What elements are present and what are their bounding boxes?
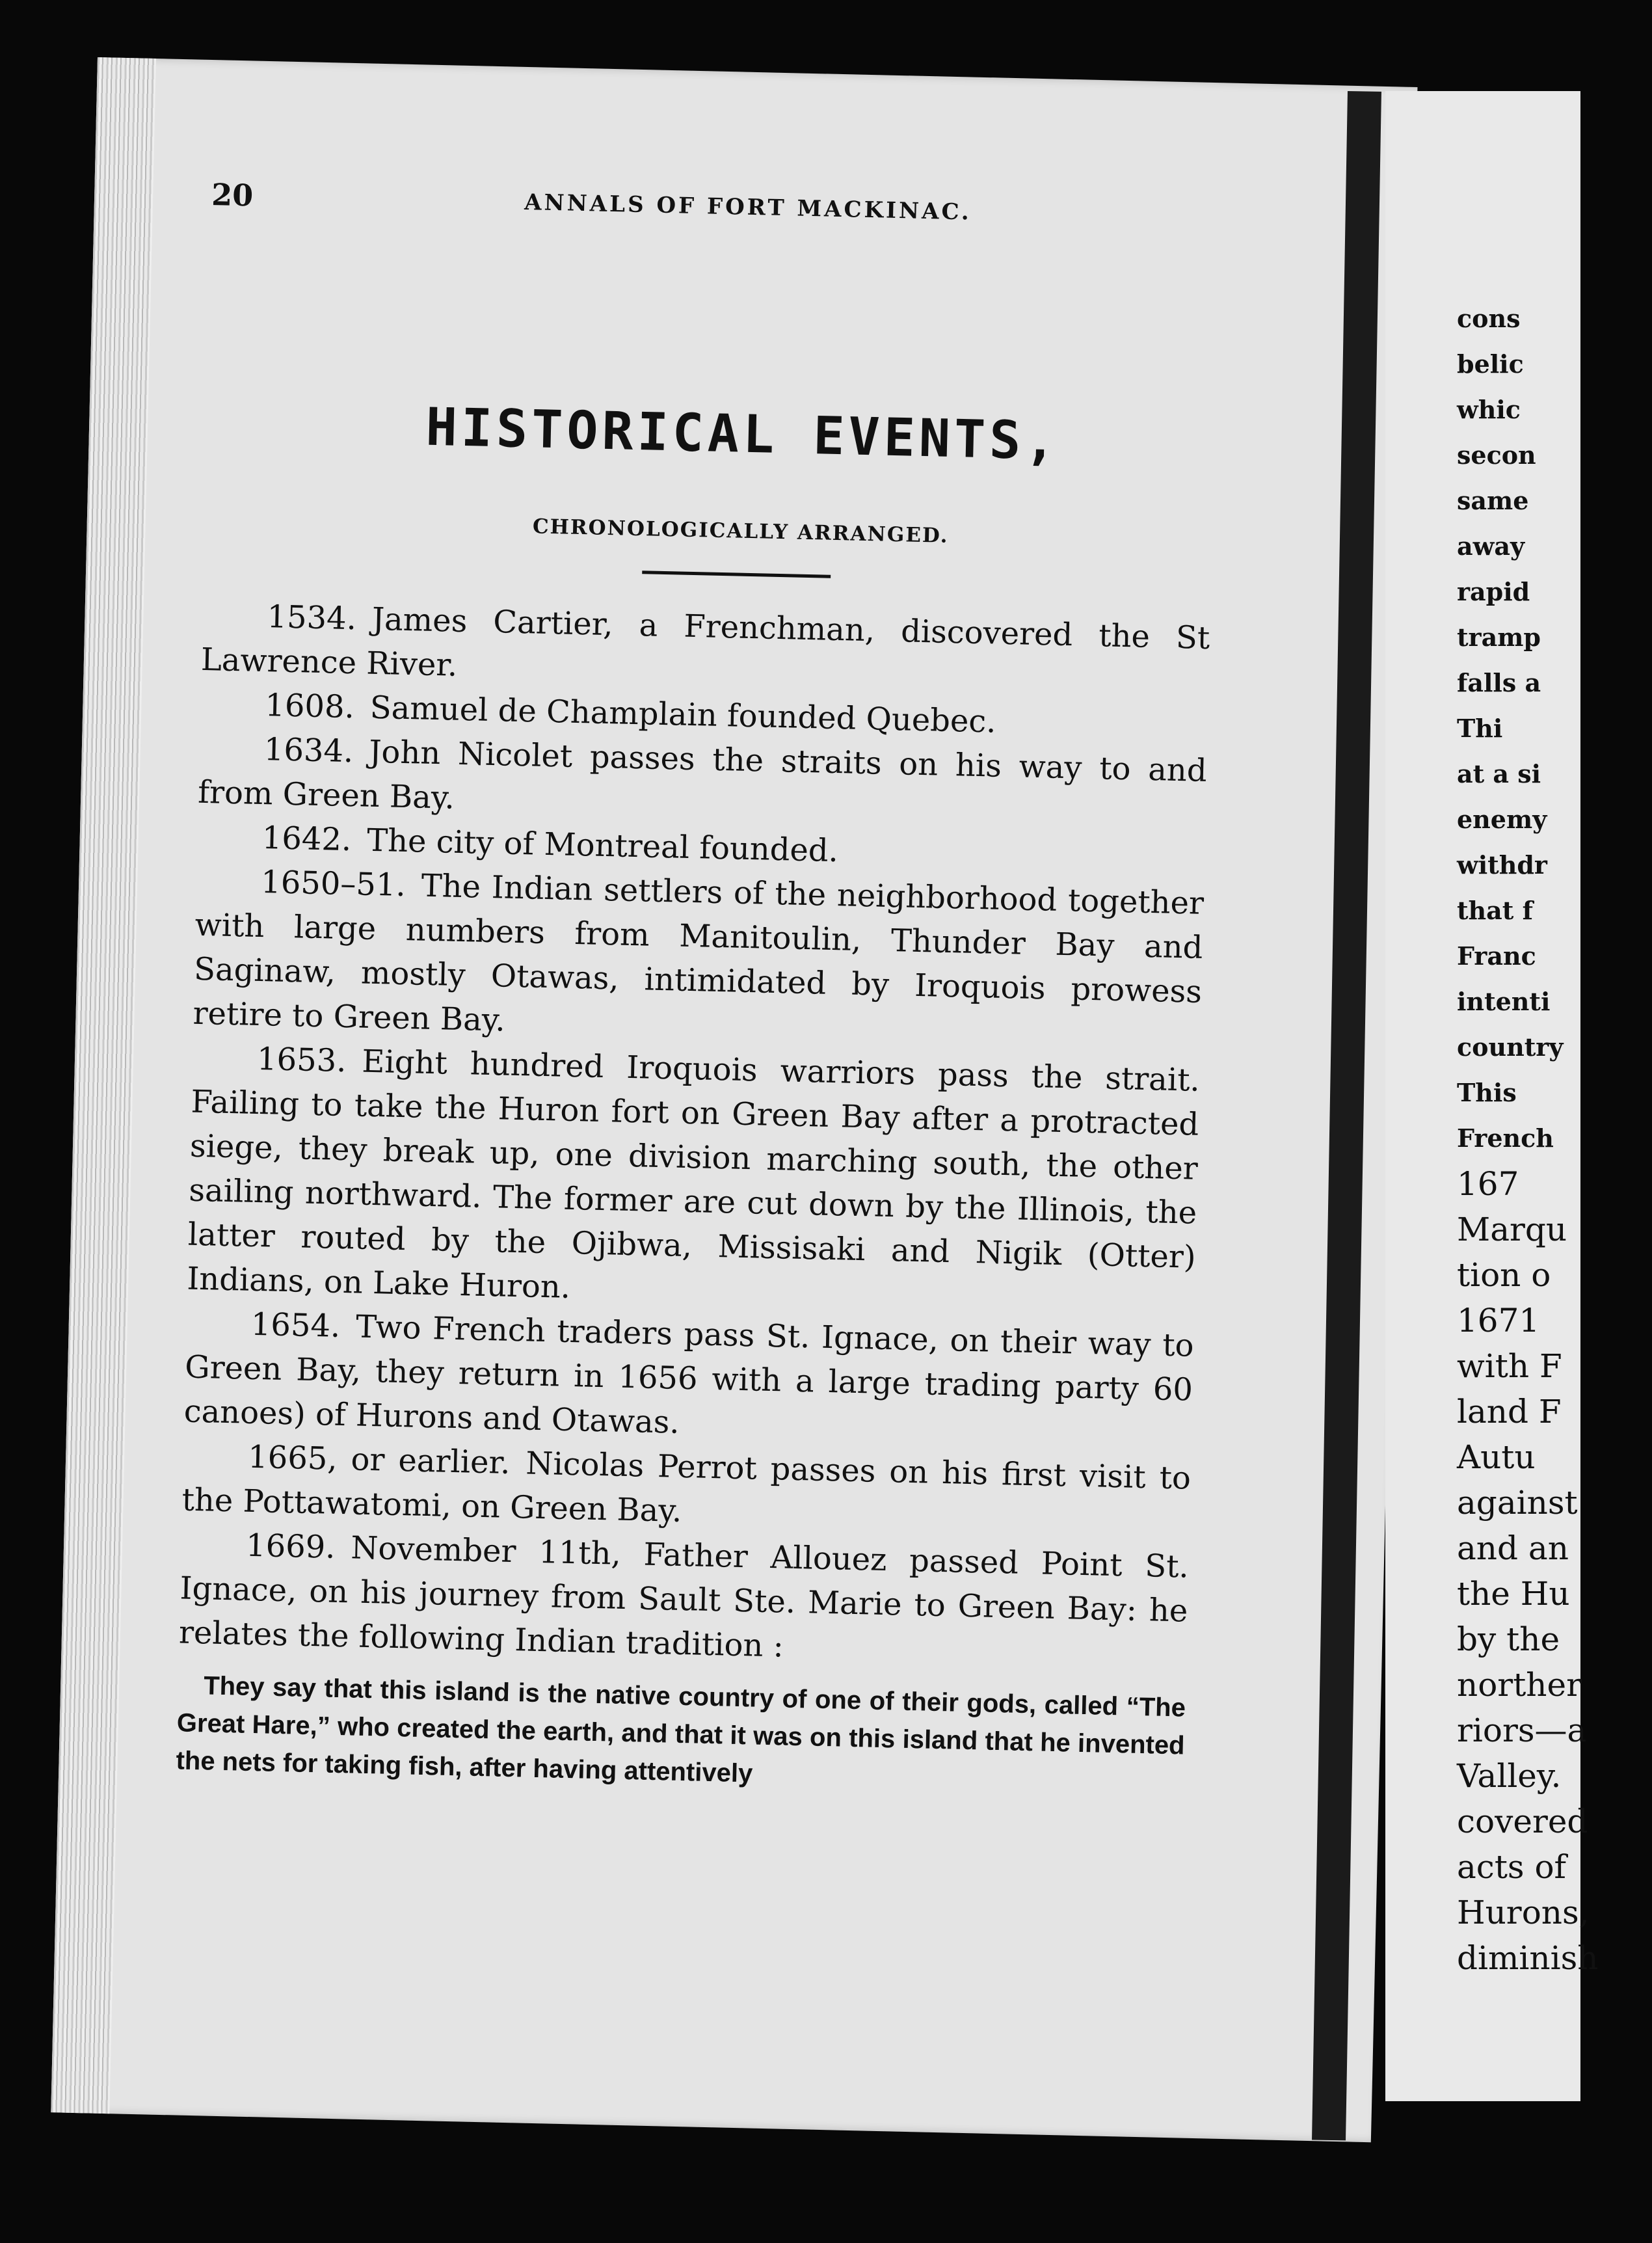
right-page-line: 1671 bbox=[1457, 1302, 1540, 1339]
event-text: Two French traders pass St. Ignace, on their way to Green Bay, they return in 1656 with a large trading party 60 canoes) of Hurons and Otawas. bbox=[183, 1308, 1195, 1441]
right-page-line: riors—a bbox=[1457, 1712, 1587, 1749]
event-text: Nicolas Perrot passes on his first visit to the Pottawatomi, on Green Bay. bbox=[181, 1445, 1192, 1529]
right-page-lines bbox=[1457, 296, 1652, 1981]
right-page-line: covered bbox=[1457, 1803, 1588, 1840]
right-page-line: against bbox=[1457, 1484, 1578, 1522]
event-year: 1653. bbox=[256, 1040, 347, 1080]
right-page-line: at a si bbox=[1457, 759, 1541, 788]
right-page-line: same bbox=[1457, 486, 1529, 515]
right-page-line: cons bbox=[1457, 304, 1521, 333]
event-text: John Nicolet passes the straits on his way to and from Green Bay. bbox=[197, 733, 1208, 816]
right-page-line: norther bbox=[1457, 1666, 1582, 1704]
title-rule bbox=[642, 571, 831, 578]
right-page-line: Valley. bbox=[1457, 1757, 1562, 1795]
event-entry bbox=[193, 859, 1205, 1058]
event-year: 1642. bbox=[261, 820, 352, 859]
event-text: The Indian settlers of the neighborhood together with large numbers from Manitoulin, Thunder Bay and Saginaw, mostly Otawas, intimidated by Iroquois prowess retire to Green Bay. bbox=[193, 867, 1205, 1039]
events-list bbox=[176, 593, 1210, 1803]
right-page-line: rapid bbox=[1457, 577, 1530, 606]
right-page-line: the Hu bbox=[1457, 1575, 1570, 1613]
right-page-line: that f bbox=[1457, 896, 1533, 925]
right-page-line: withdr bbox=[1457, 850, 1547, 880]
running-title: ANNALS OF FORT MACKINAC. bbox=[524, 189, 972, 226]
right-page-line: Franc bbox=[1457, 941, 1536, 971]
event-year: 1608. bbox=[264, 687, 355, 726]
right-page-line: tramp bbox=[1457, 623, 1541, 652]
indian-tradition-quote: They say that this island is the native country of one of their gods, called “The Great Hare,” who created the earth, and that it was on this island that he invented the nets for taking fish, after having attentively bbox=[176, 1671, 1186, 1788]
page-subtitle: CHRONOLOGICALLY ARRANGED. bbox=[532, 515, 949, 548]
right-page-line: land F bbox=[1457, 1393, 1562, 1430]
right-page-line: intenti bbox=[1457, 987, 1551, 1016]
event-text: Eight hundred Iroquois warriors pass the strait. Failing to take the Huron fort on Green Bay after a protracted siege, they break up, one division marching south, the other sailing northward. The former are cut down by the Illinois, the latter routed by the Ojibwa, Missisaki and Nigik (Otter) Indians, on Lake Huron. bbox=[186, 1043, 1201, 1306]
event-text: Samuel de Champlain founded Quebec. bbox=[369, 689, 997, 740]
event-year: 1634. bbox=[263, 731, 354, 770]
event-entry bbox=[183, 1301, 1194, 1457]
event-entry bbox=[187, 1036, 1201, 1324]
right-page-line: away bbox=[1457, 531, 1525, 561]
right-page-line: Autu bbox=[1457, 1438, 1536, 1476]
event-year: 1654. bbox=[250, 1306, 341, 1345]
event-text: November 11th, Father Allouez passed Point St. Ignace, on his journey from Sault Ste. Marie to Green Bay: he relates the following Indian tradition : bbox=[178, 1529, 1190, 1665]
event-entry bbox=[178, 1522, 1189, 1678]
event-year: 1665, or earlier. bbox=[247, 1438, 511, 1481]
right-page-line: Hurons, bbox=[1457, 1894, 1590, 1931]
right-page-line: whic bbox=[1457, 395, 1521, 424]
event-year: 1534. bbox=[266, 598, 357, 638]
page-edges bbox=[51, 57, 156, 2114]
right-page-line: tion o bbox=[1457, 1256, 1551, 1294]
right-page-line: 167 bbox=[1457, 1165, 1519, 1203]
event-text: James Cartier, a Frenchman, discovered the St Lawrence River. bbox=[200, 600, 1210, 684]
page-title: HISTORICAL EVENTS, bbox=[425, 396, 1061, 472]
right-page-line: Thi bbox=[1457, 714, 1503, 743]
right-page-line: by the bbox=[1457, 1620, 1560, 1658]
right-page-line: belic bbox=[1457, 349, 1524, 379]
right-page-line: Marqu bbox=[1457, 1211, 1567, 1248]
right-page-line: diminish bbox=[1457, 1939, 1599, 1977]
right-page-line: acts of bbox=[1457, 1848, 1567, 1886]
event-year: 1669. bbox=[245, 1527, 336, 1566]
right-page-line: country bbox=[1457, 1032, 1564, 1062]
right-page-line: enemy bbox=[1457, 805, 1547, 834]
event-text: The city of Montreal founded. bbox=[366, 822, 839, 870]
event-year: 1650–51. bbox=[260, 864, 406, 904]
running-head bbox=[211, 177, 1285, 253]
page-number: 20 bbox=[211, 177, 254, 213]
right-page-line: and an bbox=[1457, 1529, 1569, 1567]
right-page-line: This bbox=[1457, 1078, 1517, 1107]
left-page bbox=[51, 57, 1417, 2142]
right-page-line: French bbox=[1457, 1123, 1554, 1153]
right-page-line: falls a bbox=[1457, 668, 1541, 697]
right-page-line: with F bbox=[1457, 1347, 1562, 1385]
right-page-fragment bbox=[1385, 91, 1599, 2101]
right-page-line: secon bbox=[1457, 440, 1536, 470]
